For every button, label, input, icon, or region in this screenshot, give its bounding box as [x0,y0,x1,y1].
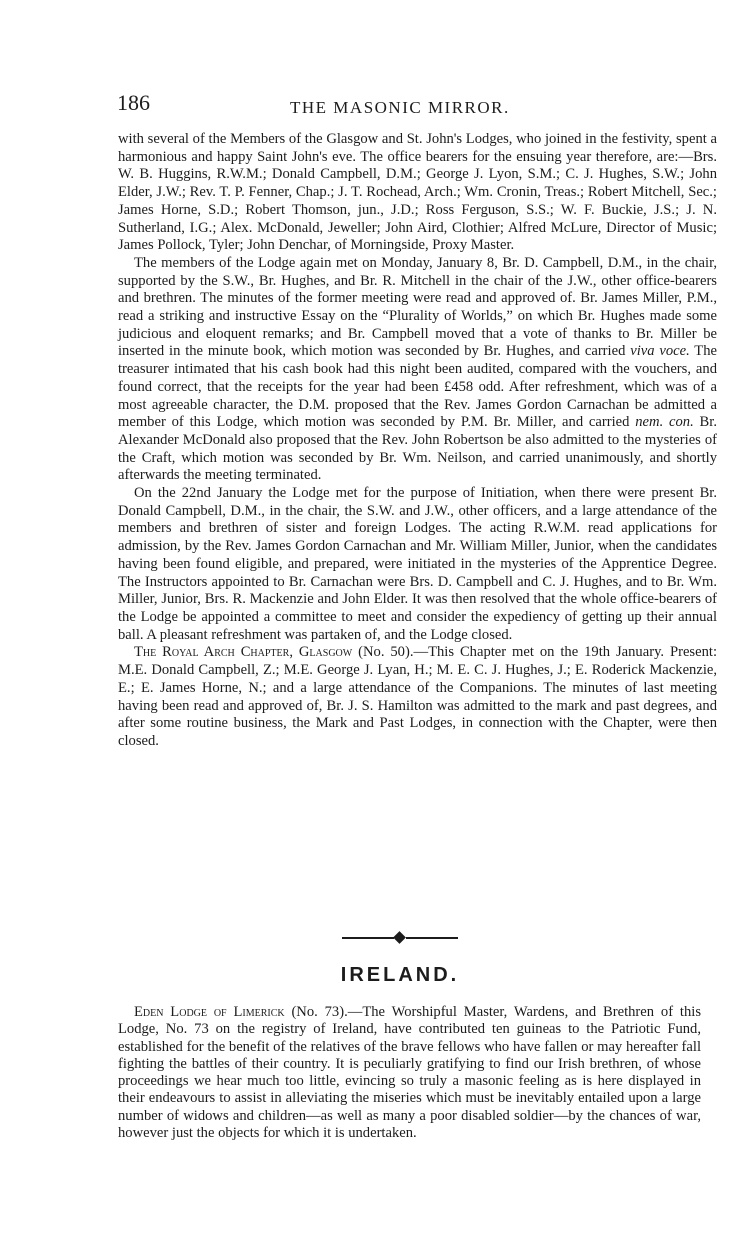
italic-phrase-viva-voce: viva voce. [630,343,690,360]
run-in-heading: Eden Lodge of Limerick [134,1004,285,1020]
italic-phrase-nem-con: nem. con. [635,414,694,431]
paragraph-initiation-meeting: On the 22nd January the Lodge met for the purpose of Initiation, when there were present Br. Donald Campbell, D.M., in the chair, the S.W. and J.W., other officers, and a large attendance of the members and brethren of sister and foreign Lodges. The acting R.W.M. read applications for admission, by the Rev. James Gordon Carnachan and Mr. William Miller, Junior, when the candidates having been found eligible, and prepared, were initiated in the mysteries of the Apprentice Degree. The Instructors appointed to Br. Carnachan were Brs. D. Campbell and C. J. Hughes, and to Br. Wm. Miller, Junior, Brs. R. Mackenzie and John Elder. It was then resolved that the whole office-bearers of the Lodge be appointed a committee to meet and consider the expediency of getting up their annual ball. A pleasant refreshment was partaken of, and the Lodge closed. [118,485,717,643]
divider-rule [406,937,458,939]
ireland-section [118,1004,701,1142]
paragraph-eden-lodge [118,1004,701,1142]
paragraph-text: (No. 50).—This Chapter met on the 19th January. Present: M.E. Donald Campbell, Z.; M.E. George J. Lyan, H.; M. E. C. J. Hughes, J.; E. Roderick Mackenzie, E.; E. James Horne, N.; and a large attendance of the Companions. The minutes of last meeting having been read and approved of, Br. J. S. Hamilton was admitted to the mark and past degrees, and after some routine business, the Mark and Past Lodges, in connection with the Chapter, were then closed. [118,644,717,749]
ornamental-divider [342,933,458,943]
paragraph-office-bearers: with several of the Members of the Glasgow and St. John's Lodges, who joined in the festivity, spent a harmonious and happy Saint John's eve. The office bearers for the ensuing year therefore, are:—Brs. W. B. Huggins, R.W.M.; Donald Campbell, D.M.; George J. Lyon, S.M.; C. J. Hughes, S.W.; John Elder, J.W.; Rev. T. P. Fenner, Chap.; J. T. Rochead, Arch.; Wm. Cronin, Treas.; Robert Mitchell, Sec.; James Horne, S.D.; Robert Thomson, jun., J.D.; Ross Ferguson, S.S.; W. F. Buckie, J.S.; J. N. Sutherland, I.G.; Alex. McDonald, Jeweller; John Aird, Clothier; Alfred McLure, Director of Music; James Pollock, Tyler; John Denchar, of Morningside, Proxy Master. [118,131,717,254]
scotland-section [118,131,717,751]
running-title: THE MASONIC MIRROR. [290,98,510,117]
section-heading-ireland: IRELAND. [340,964,460,986]
divider-rule [342,937,394,939]
run-in-heading: The Royal Arch Chapter, Glasgow [134,644,353,661]
paragraph-royal-arch-chapter [118,644,717,750]
paragraph-text: (No. 73).—The Worshipful Master, Wardens, and Brethren of this Lodge, No. 73 on the registry of Ireland, have contributed ten guineas to the Patriotic Fund, established for the benefit of the relatives of the brave fellows who have fallen or may hereafter fall fighting the battles of their country. It is peculiarly gratifying to find our Irish brethren, of whose proceedings we hear much too little, evincing so truly a masonic feeling as is here displayed in their endeavours to assist in alleviating the miseries which must be inevitably entailed upon a large number of widows and children—as well as many a poor disabled soldier—by the chances of war, however just the objects for which it is undertaken. [118,1004,701,1142]
paragraph-january-meeting [118,255,717,485]
diamond-ornament-icon [393,931,406,944]
page-number: 186 [117,90,150,115]
paragraph-text: The treasurer intimated that his cash book had this night been audited, compared with the vouchers, and found correct, that the receipts for the year had been £458 odd. After refreshment, which was of a most agreeable character, the D.M. proposed that the Rev. James Gordon Carnachan be admitted a member of this Lodge, which motion was seconded by P.M. Br. Miller, and carried [118,343,717,431]
paragraph-text: The members of the Lodge again met on Monday, January 8, Br. D. Campbell, D.M., in the chair, supported by the S.W., Br. Hughes, and Br. R. Mitchell in the chair of the J.W., other office-bearers and brethren. The minutes of the former meeting were read and approved of. Br. James Miller, P.M., read a striking and instructive Essay on the “Plurality of Worlds,” on which Br. Hughes made some judicious and eloquent remarks; and Br. Campbell moved that a vote of thanks to Br. Miller be inserted in the minute book, which motion was seconded by Br. Hughes, and carried [118,254,717,360]
paragraph-text: Br. Alexander McDonald also proposed that the Rev. John Robertson be also admitted to the mysteries of the Craft, which motion was seconded by Br. Wm. Neilson, and carried unanimously, and shortly afterwards the meeting terminated. [118,414,717,484]
